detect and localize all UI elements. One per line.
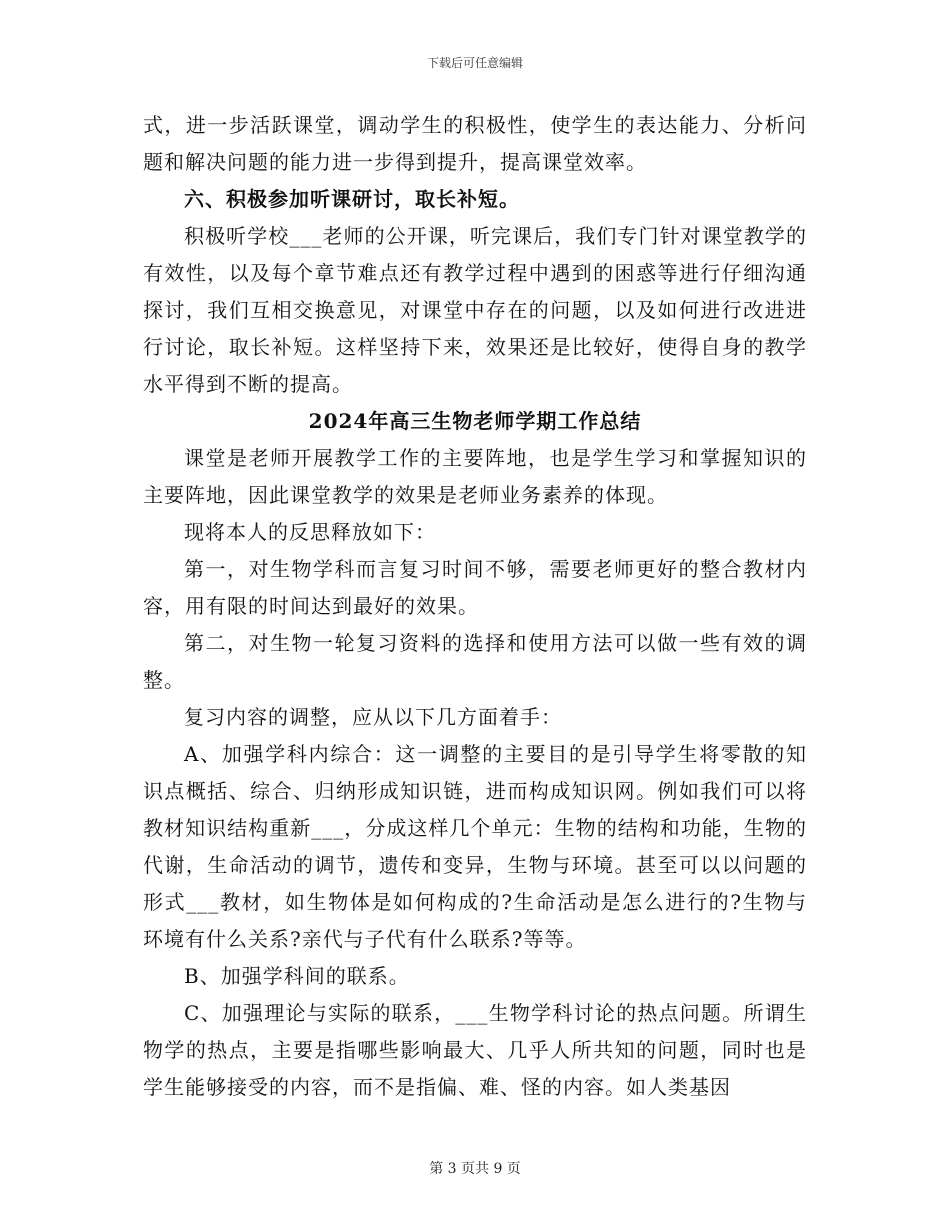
paragraph-item-c: C、加强理论与实际的联系，___生物学科讨论的热点问题。所谓生物学的热点，主要是指哪些影响最大、几乎人所共知的问题，同时也是学生能够接受的内容，而不是指偏、难、怪的内容。如人类基因 [143,1001,807,1099]
page-number-footer: 第 3 页共 9 页 [429,1161,521,1177]
paragraph-item-a: A、加强学科内综合：这一调整的主要目的是引导学生将零散的知识点概括、综合、归纳形成知识链，进而构成知识网。例如我们可以将教材知识结构重新___，分成这样几个单元：生物的结构和功能，生物的代谢，生命活动的调节，遗传和变异，生物与环境。甚至可以以问题的形式___教材，如生物体是如何构成的?生命活动是怎么进行的?生物与环境有什么关系?亲代与子代有什么联系?等等。 [143,742,807,951]
document-title: 2024年高三生物老师学期工作总结 [308,409,642,433]
paragraph-reflection-lead: 现将本人的反思释放如下： [184,520,436,544]
paragraph-adjustment-lead: 复习内容的调整，应从以下几方面着手： [184,705,562,729]
paragraph-intro: 课堂是老师开展教学工作的主要阵地，也是学生学习和掌握知识的主要阵地，因此课堂教学的效果是老师业务素养的体现。 [143,446,807,507]
document-body [143,107,807,1106]
paragraph-point-two: 第二，对生物一轮复习资料的选择和使用方法可以做一些有效的调整。 [143,631,807,692]
paragraph-continuation: 式，进一步活跃课堂，调动学生的积极性，使学生的表达能力、分析问题和解决问题的能力进一步得到提升，提高课堂效率。 [143,113,807,174]
paragraph-item-b: B、加强学科间的联系。 [184,964,410,988]
page-header-note: 下载后可任意编辑 [426,56,523,70]
section-heading-six: 六、积极参加听课研讨，取长补短。 [184,187,520,211]
paragraph-lesson-observation: 积极听学校___老师的公开课，听完课后，我们专门针对课堂教学的有效性，以及每个章节难点还有教学过程中遇到的困惑等进行仔细沟通探讨，我们互相交换意见，对课堂中存在的问题，以及如何进行改进进行讨论，取长补短。这样坚持下来，效果还是比较好，使得自身的教学水平得到不断的提高。 [143,224,807,396]
paragraph-point-one: 第一，对生物学科而言复习时间不够，需要老师更好的整合教材内容，用有限的时间达到最好的效果。 [143,557,807,618]
